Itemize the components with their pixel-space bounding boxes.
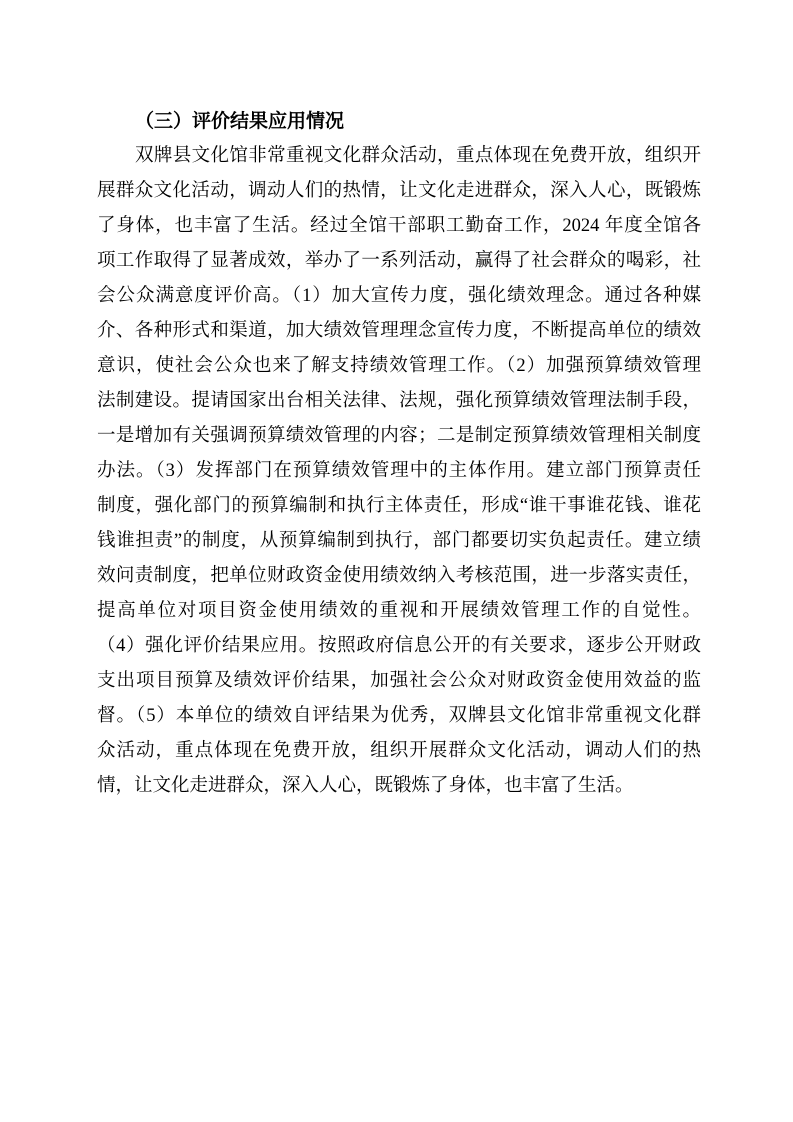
text-line-8: 法制建设。提请国家出台相关法律、法规，强化预算绩效管理法制手段， bbox=[97, 391, 701, 411]
body-paragraph bbox=[97, 139, 701, 804]
text-line-6: 介、各种形式和渠道，加大绩效管理理念宣传力度，不断提高单位的绩效 bbox=[97, 321, 701, 341]
document-content bbox=[97, 104, 701, 804]
text-line-4: 项工作取得了显著成效，举办了一系列活动，赢得了社会群众的喝彩，社 bbox=[97, 251, 701, 271]
text-line-7: 意识，使社会公众也来了解支持绩效管理工作。（2）加强预算绩效管理 bbox=[97, 356, 701, 376]
text-line-5: 会公众满意度评价高。（1）加大宣传力度，强化绩效理念。通过各种媒 bbox=[97, 286, 701, 306]
text-line-19: 情，让文化走进群众，深入人心，既锻炼了身体，也丰富了生活。 bbox=[97, 776, 634, 796]
text-line-18: 众活动，重点体现在免费开放，组织开展群众文化活动，调动人们的热 bbox=[97, 741, 701, 761]
text-line-11: 制度，强化部门的预算编制和执行主体责任，形成“谁干事谁花钱、谁花 bbox=[97, 496, 701, 516]
text-line-1: 双牌县文化馆非常重视文化群众活动，重点体现在免费开放，组织开 bbox=[135, 146, 701, 166]
text-line-2: 展群众文化活动，调动人们的热情，让文化走进群众，深入人心，既锻炼 bbox=[97, 181, 701, 201]
text-line-3: 了身体，也丰富了生活。经过全馆干部职工勤奋工作，2024 年度全馆各 bbox=[97, 216, 701, 236]
text-line-16: 支出项目预算及绩效评价结果，加强社会公众对财政资金使用效益的监 bbox=[97, 671, 701, 691]
text-line-13: 效问责制度，把单位财政资金使用绩效纳入考核范围，进一步落实责任， bbox=[97, 566, 701, 586]
text-line-9: 一是增加有关强调预算绩效管理的内容；二是制定预算绩效管理相关制度 bbox=[97, 426, 701, 446]
section-heading: （三）评价结果应用情况 bbox=[135, 111, 345, 132]
text-line-14: 提高单位对项目资金使用绩效的重视和开展绩效管理工作的自觉性。 bbox=[97, 601, 701, 621]
text-line-12: 钱谁担责”的制度，从预算编制到执行，部门都要切实负起责任。建立绩 bbox=[97, 531, 701, 551]
text-line-15: （4）强化评价结果应用。按照政府信息公开的有关要求，逐步公开财政 bbox=[97, 636, 701, 656]
text-line-17: 督。（5）本单位的绩效自评结果为优秀，双牌县文化馆非常重视文化群 bbox=[97, 706, 701, 726]
text-line-10: 办法。（3）发挥部门在预算绩效管理中的主体作用。建立部门预算责任 bbox=[97, 461, 701, 481]
